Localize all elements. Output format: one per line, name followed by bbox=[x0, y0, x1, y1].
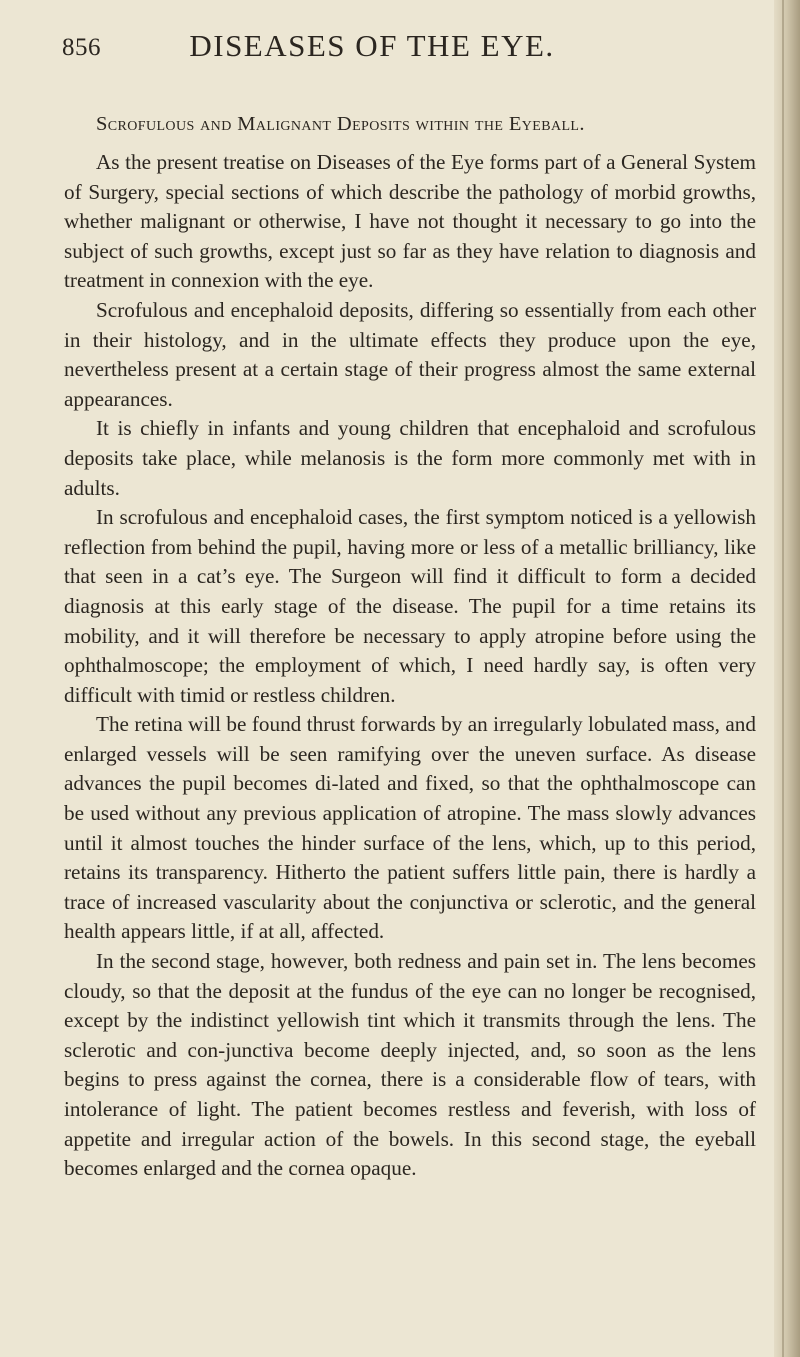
page-number: 856 bbox=[62, 34, 101, 61]
paragraph: The retina will be found thrust forwards by an irregularly lobulated mass, and enlarged vessels will be seen ramifying over the uneven surface. As disease advances the pupil becomes di-lated and fixed, so that the ophthalmoscope can be used without any previous application of atropine. The mass slowly advances until it almost touches the hinder surface of the lens, which, up to this period, retains its transparency. Hitherto the patient suffers little pain, there is hardly a trace of increased vascularity about the conjunctiva or sclerotic, and the general health appears little, if at all, affected. bbox=[64, 712, 756, 944]
body-text bbox=[64, 148, 756, 1184]
binding-shadow bbox=[782, 0, 784, 1357]
paragraph: As the present treatise on Diseases of the Eye forms part of a General System of Surgery, special sections of which describe the pathology of morbid growths, whether malignant or otherwise, I have not thought it necessary to go into the subject of such growths, except just so far as they have relation to diagnosis and treatment in connexion with the eye. bbox=[64, 150, 756, 293]
paragraph: In the second stage, however, both redness and pain set in. The lens becomes cloudy, so that the deposit at the fundus of the eye can no longer be recognised, except by the indistinct yellowish tint which it transmits through the lens. The sclerotic and con-junctiva become deeply injected, and, so soon as the lens begins to press against the cornea, there is a considerable flow of tears, with intolerance of light. The patient becomes restless and feverish, with loss of appetite and irregular action of the bowels. In this second stage, the eyeball becomes enlarged and the cornea opaque. bbox=[64, 949, 756, 1181]
running-title: DISEASES OF THE EYE. bbox=[189, 28, 555, 63]
section-heading: Scrofulous and Malignant Deposits within the Eyeball. bbox=[96, 113, 585, 135]
page-edge bbox=[774, 0, 800, 1357]
paragraph: It is chiefly in infants and young children that encephaloid and scrofulous deposits take place, while melanosis is the form more commonly met with in adults. bbox=[64, 416, 756, 500]
paragraph: Scrofulous and encephaloid deposits, differing so essentially from each other in their histology, and in the ultimate effects they produce upon the eye, nevertheless present at a certain stage of their progress almost the same external appearances. bbox=[64, 297, 756, 411]
page-header bbox=[62, 28, 682, 68]
paragraph: In scrofulous and encephaloid cases, the first symptom noticed is a yellowish reflection from behind the pupil, having more or less of a metallic brilliancy, like that seen in a cat’s eye. The Surgeon will find it difficult to form a decided diagnosis at this early stage of the disease. The pupil for a time retains its mobility, and it will therefore be necessary to apply atropine before using the ophthalmoscope; the employment of which, I need hardly say, is often very difficult with timid or restless children. bbox=[64, 505, 756, 707]
